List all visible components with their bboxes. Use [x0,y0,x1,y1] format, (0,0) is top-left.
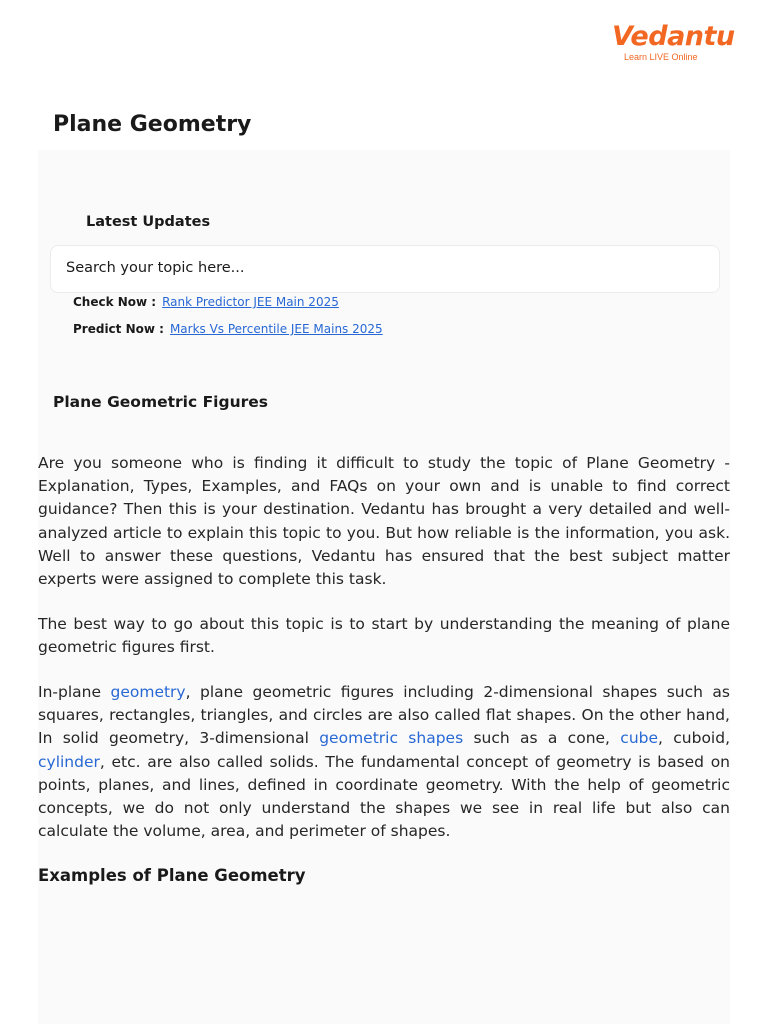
paragraph-approach: The best way to go about this topic is to start by understanding the meaning of plane geometric figures first. [38,615,730,657]
cylinder-link[interactable]: cylinder [38,752,100,771]
text-span: , etc. are also called solids. The fundamental concept of geometry is based on points, planes, and lines, defined in coordinate geometry. With the help of geometric concepts, we do not only understand the shapes we see in real life but also can calculate the volume, area, and perimeter of shapes. [38,752,730,841]
cube-link[interactable]: cube [620,729,659,748]
promo-label: Check Now : [73,295,157,309]
text-span: , plane geometric figures including 2-dimensional shapes such as squares, rectangles, triangles, and circles are also called flat shapes. On the other hand, In solid geometry, 3-dimensional [38,683,731,748]
latest-updates-heading: Latest Updates [86,214,211,230]
rank-predictor-link[interactable]: Rank Predictor JEE Main 2025 [162,295,339,309]
vedantu-logo[interactable] [612,20,735,62]
text-span: such as a cone, [463,729,621,748]
page-title: Plane Geometry [53,112,252,137]
section-title-figures: Plane Geometric Figures [53,393,268,411]
promo-row-check-now [73,295,339,309]
logo-wordmark: Vedantu [612,21,735,52]
geometric-shapes-link[interactable]: geometric shapes [319,729,464,748]
paragraph-intro: Are you someone who is finding it difficult to study the topic of Plane Geometry - Explanation, Types, Examples, and FAQs on your own and is unable to find correct guidance? Then this is your destination. Vedantu has brought a very detailed and well-analyzed article to explain this topic to you. But how reliable is the information, you ask. Well to answer these questions, Vedantu has ensured that the best subject matter experts were assigned to complete this task. [38,454,730,589]
marks-vs-percentile-link[interactable]: Marks Vs Percentile JEE Mains 2025 [169,322,383,336]
text-span: In-plane [38,683,111,701]
paragraph-definition [38,681,730,843]
text-span: , cuboid, [658,729,731,748]
geometry-link[interactable]: geometry [110,683,186,701]
search-input[interactable]: Search your topic here... [50,245,720,293]
promo-label: Predict Now : [73,322,164,336]
promo-row-predict-now [73,322,383,336]
section-title-examples: Examples of Plane Geometry [38,866,306,885]
logo-tagline: Learn LIVE Online [624,52,698,62]
